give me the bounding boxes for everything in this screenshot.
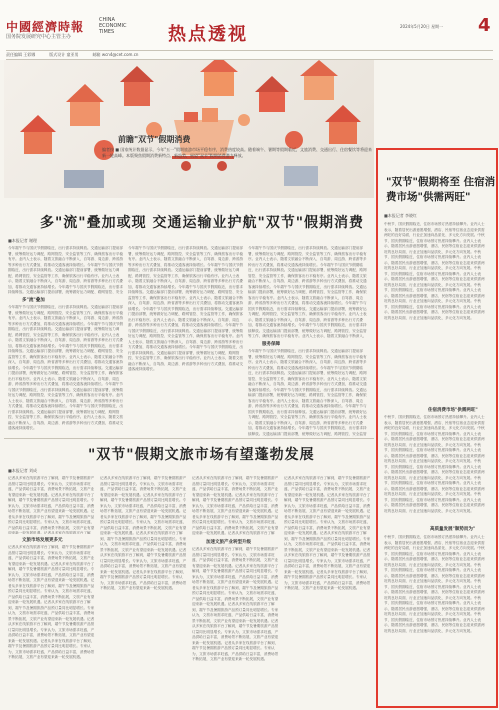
editor-info-bar xyxy=(6,50,493,60)
article1-headline: 多"流"叠加或现 交通运输业护航"双节"假期消费 xyxy=(40,215,365,231)
paper-name-logo: 中國經濟時報 xyxy=(6,20,85,34)
article3-body xyxy=(384,415,488,520)
article1-subhead: 多"流"叠加 xyxy=(22,298,45,303)
page-number: 4 xyxy=(478,15,491,36)
article3-headline: "双节"假期将至 住宿消费市场"供需两旺" xyxy=(386,176,496,203)
article1-col2 xyxy=(128,246,244,436)
article3-body xyxy=(384,535,488,700)
article2-headline: "双节"假期文旅市场有望蓬勃发展 xyxy=(88,447,315,463)
issue-date: 2024年5月20日 星期一 xyxy=(400,24,444,29)
article3-subhead: 高质量发展"顺势而为" xyxy=(430,527,476,532)
article1-col1 xyxy=(8,246,124,445)
editor-info: 责任编辑 王彩娜 xyxy=(6,52,36,57)
article1-text: 今年端午节与国庆节假期临近，出行需求持续释放。交通运输部门提前部署，统筹做好运力调配、路网管控、安全监管等工作，确保旅客出行平稳有序。业内人士表示，随着文旅融合不断深入，自驾游、周边游、跨省游等多种出行方式叠加，将推动交通客流持续增长。今年端午节与国庆节假期临近，出行需求持续释放。交通运输部门提前部署，统筹做好运力调配、路网管控、安全监管等工作，确保旅客出行平稳有序。业内人士表示，随着文旅融合不断深入，自驾游、周边游、跨省游等多种出行方式叠加，将推动交通客流持续增长。今年端午节与国庆节假期临近，出行需求持续释放。交通运输部门提前部署，统筹做好运力调配、路网管控、安全监管等工作，确保旅客出行平稳有序。业内人士表示，随着文旅融合不断深入，自驾游、周边游、跨省游等多种出行方式叠加，将推动交通客流持续增长。今年端午节与国庆节假期临近，出行需求持续释放。交通运输部门提前部署，统筹做好运力调配、路网管控、安全监管等工作，确保旅客出行平稳有序。业内人士表示，随着文旅融合不断深入，自驾游、周边游、跨省游等多种出行方式叠加，将推动交通客流持续增长。今年端午节与国庆节假期临近，出行需求持续释放。交通运输部门提前部署，统筹做好运力调配、路网管控、安全监管等工作，确保旅客出行平稳有序。业内人士表示，随着文旅融合不断深入， xyxy=(248,246,367,338)
article2-col3 xyxy=(192,476,280,697)
article1-text: 今年端午节与国庆节假期临近，出行需求持续释放。交通运输部门提前部署，统筹做好运力调配、路网管控、安全监管等工作，确保旅客出行平稳有序。业内人士表示，随着文旅融合不断深入，自驾游、周边游、跨省游等多种出行方式叠加，将推动交通客流持续增长。今年端午节与国庆节假期临近，出行需求持续释放。交通运输部门提前部署，统筹做好运力调配、路网管控、安全监管等工作，确保旅客出行平稳有序。业内人士表示，随着文旅融合不断深入，自驾游、周边游、跨省游等多种出行方式叠加，将推动交通客流持续增长。今年端午节与国庆节假期临近，出行需求持续释放。交通运输部门提前部署，统筹做好运力调配、路网管控、安全监管等工作，确保旅客出行平稳有序。业内人士表示，随着文旅融合不断深入，自驾游、周边游、跨省游等多种出行方式叠加，将推动交通客流持续增长。今年端午节与国庆节假期临近，出行需求持续释放。交通运输部门提前部署，统筹做好运力调配、路网管控、安全监管等工作，确保旅客出行平稳有序。业内人士表示，随着文旅融合不断深入，自驾游、周边游、跨省游等多种出行方式叠加，将推动交通客流持续增长。今年端午节与国庆节假期临近，出行需求持续释放。交通运输部门提前部署，统筹做好运力调配、路网管控、安全监管等工作，确保旅客出行平稳有序。业内人士表示，随着文旅融合不断深入，自驾游、周边游、跨省游等多种出行方式叠加，将推动交通客流持续增长。今年端午节与国庆节假期临近，出行需求持续释放。交通运输部门提前部署，统筹做好运力调配、路网管控、安全监管等工作，确保旅客出行平稳有序。业内人士表示，随着文旅融合不断深入，自驾游、周边游、跨省游等多种出行方式叠加，将推动交通客流持续增长。 xyxy=(8,305,123,430)
article2-text: 记者从多家在线旅游平台了解到，端午节及暑期旅游产品预订量同比明显增长。专家认为，文旅市场需求旺盛，产品供给日益丰富，消费场景不断拓展，文旅产业有望迎来新一轮发展机遇。记者从多家在线旅游平台了解到，端午节及暑期旅游产品预订量同比明显增长。专家认为，文旅市场需求旺盛，产品供给日益丰富，消费场景不断拓展，文旅产业有望迎来新一轮发展机遇。记者从多家在线旅游平台了解到，端午节及暑期旅游产品预订量同比明显增长。专家认为，文旅市场需求旺盛，产品供给日益丰富，消费场景不断拓展，文旅产业有望迎来新一轮发展机遇。记者从多家在线旅游平台了解到，端午节及暑期旅游产品预订量同比明显增长。专家认为，文旅市场需求旺盛，产品供给日益丰富，消费场景不断拓展，文旅产业有望迎来新一轮发展机遇。记者从多家在线旅游平台了解到，端午节及暑期旅游产品预订量同比明显增长。专家认为，文旅市场需求旺盛，产品供给日益丰富，消费场景不断拓展，文旅产业有望迎来新一轮发展机遇。记者从多家在线旅游平台了解到，端午节及暑期旅游产品预订量同比明显增长。专家认为，文旅市场需求旺盛，产品供给日益丰富，消费场景不断拓展，文旅产业有望迎来新一轮发展机遇。 xyxy=(284,476,371,590)
paper-name-english: CHINA ECONOMIC TIMES xyxy=(99,17,127,35)
article1-text: 今年端午节与国庆节假期临近，出行需求持续释放。交通运输部门提前部署，统筹做好运力调配、路网管控、安全监管等工作，确保旅客出行平稳有序。业内人士表示，随着文旅融合不断深入，自驾游、周边游、跨省游等多种出行方式叠加，将推动交通客流持续增长。今年端午节与国庆节假期临近，出行需求持续释放。交通运输部门提前部署，统筹做好运力调配、路网管控、安全监管等工作，确保旅客出行平稳有序。业内人士表示，随着文旅融合不断深入，自驾游、周边游、跨省游等多种出行方式叠加，将推动交通客流持续增长。今年端午节与国庆节假期临近，出行需求持续释放。交通运输部门提前部署，统筹做好运力调配、路网管控、安全监管等工作，确保旅客出行平稳有序。业内人士表示，随着文旅融合不断深入，自驾游、周边游、跨省游等多种出行方式叠加，将推动交通客流持续增长。今年端午节与国庆节假期临近，出行需求持续释放。交通运输部门提前部署，统筹做好运力调配、路网管控、安全监管等工作，确保旅客出行平稳有序。业内人士表示，随着文旅融合不断深入，自驾游、周边游、跨省游等多种出行方式叠加，将推动交通客流持续增长。今年端午节与国庆节假期临近，出行需求持续释放。交通运输部门提前部署，统筹做好运力调配、路网管控、安全监管 xyxy=(248,349,367,436)
article1-byline: ■本报记者 谢理 xyxy=(8,238,38,243)
article2-byline: ■本报记者 刘成 xyxy=(8,468,38,473)
article2-col2 xyxy=(100,476,188,696)
article2-col1 xyxy=(8,476,96,695)
city-shopping-illustration xyxy=(4,60,374,198)
article2-subhead: 加速文旅产业转型升级 xyxy=(206,540,251,545)
article2-text: 记者从多家在线旅游平台了解到，端午节及暑期旅游产品预订量同比明显增长。专家认为，文旅市场需求旺盛，产品供给日益丰富，消费场景不断拓展，文旅产业有望迎来新一轮发展机遇。记者从多家在线旅游平台了解到，端午节及暑期旅游产品预订量同比明显增长。专家认为，文旅市场需求旺盛，产品供给日益丰富，消费场景不断拓展，文旅产业有望迎来新一轮发展机遇。记者从多家在线旅游平台了解到，端午节及暑期旅游产品预订量同比明显增长。专家认为，文旅市场需求旺盛，产品供给日益丰富，消费场景不断拓展，文旅产业有望迎来新一轮发展机遇。记者从多家在线旅游平台了解到，端午节及暑期旅游产品预订量同比明显增长。专家认为，文旅市场需求旺盛，产品供给日益丰富，消费场景不断拓展，文旅产业有望迎来新一轮发展机遇。记者从多家在线旅游平台了解到，端午节及暑期旅游产品预订量同比明显增长。专家认为，文旅市场需求旺盛，产品供给日益丰富，消费场景不断拓展，文旅产业有望迎来新一轮发展机遇。记者从多家在线旅游平台了解到，端午节及暑期旅游产品预订量同比明显增长。专家认为，文旅市场需求旺盛，产品供给日益丰富，消费场景不断拓展，文旅产业有望迎来新一轮发展机遇。 xyxy=(100,476,187,590)
article1-col3 xyxy=(248,246,370,437)
article2-text: 记者从多家在线旅游平台了解到，端午节及暑期旅游产品预订量同比明显增长。专家认为，文旅市场需求旺盛，产品供给日益丰富，消费场景不断拓展，文旅产业有望迎来新一轮发展机遇。记者从多家在线旅游平台了解到，端午节及暑期旅游产品预订量同比明显增长。专家认为，文旅市场需求旺盛，产品供给日益丰富，消费场景不断拓展，文旅产业有望迎来新一轮发展机遇。记者从多家在线旅游平台了解到，端午节及暑期旅游产品预订量同比明显增长。专家认为，文旅市场需求旺盛，产品供给日益丰富，消费场景不断拓展，文旅产业有望迎来新一轮发展机遇。记者从多家在线旅游平台了解到，端午节及暑期旅游产品预订量同比明显增长。专家认为，文旅市场需求旺盛，产品供给日益丰富，消费场景不断拓展，文旅产业有望迎来新一轮发展机遇。记者从多家在线旅游平台了解到，端午节及暑期旅游产品预订量同比明显增长。专家认为，文旅市场需求旺盛，产品供给日益丰富，消费场景不断拓展，文旅产业有望迎来新一轮发展机遇。记者从多家在线旅游平台了解到，端午节及暑期旅游产品预订量同比明显增长。专家认为，文旅市场需求旺盛，产品供给日益丰富，消费场景不断拓展，文旅产业有望迎来新一轮发展机遇。 xyxy=(192,547,279,661)
email-info: 邮箱 wcn4@cet.com.cn xyxy=(92,52,139,57)
article1-text: 今年端午节与国庆节假期临近，出行需求持续释放。交通运输部门提前部署，统筹做好运力调配、路网管控、安全监管等工作，确保旅客出行平稳有序。业内人士表示，随着文旅融合不断深入，自驾游、周边游、跨省游等多种出行方式叠加，将推动交通客流持续增长。今年端午节与国庆节假期临近，出行需求持续释放。交通运输部门提前部署，统筹做好运力调配、路网管控、安全监管等工作，确保旅客出行平稳有序。业内人士表示，随着文旅融合不断深入，自驾游、周边游、跨省游等多种出行方式叠加，将推动交通客流持续增长。今年端午节与国庆节假期临近，出行需求持续释放。交通运输部门提前部署，统筹做好运力调配、路网管控、安全监管等工作，确保旅客出行平稳有序。业内人士表示，随着文旅融合不断深入，自驾游、周边游、跨省游等多种出行方式叠加，将推动交通客流持续增长。今年端午节与国庆节假期临近，出行需求持续释放。交通运输部门提前部署，统筹做好运力调配、路网管控、安全监管等工作，确保旅客出行平稳有序。业内人士表示，随着文旅融合不断深入，自驾游、周边游、跨省游等多种出行方式叠加，将推动交通客流持续增长。今年端午节与国庆节假期临近，出行需求持续释放。交通运输部门提前部署，统筹做好运力调配、路网管控、安全监管等工作，确保旅客出行平稳有序。业内人士表示，随着文旅融合不断深入，自驾游、周边游、跨省游等多种出行方式叠加，将推动交通客流持续增长。今年端午节与国庆节假期临近，出行需求持续释放。交通运输部门提前部署，统筹做好运力调配、路网管控、安全监管等工作，确保旅客出行平稳有序。业内人士表示，随着文旅融合不断深入，自驾游、周边游、跨省游等多种出行方式叠加，将推动交通客流持续增长。 xyxy=(128,246,243,371)
article2-text: 记者从多家在线旅游平台了解到，端午节及暑期旅游产品预订量同比明显增长。专家认为，文旅市场需求旺盛，产品供给日益丰富，消费场景不断拓展，文旅产业有望迎来新一轮发展机遇。记者从多家在线旅游平台了解到，端午节及暑期旅游产品预订量同比明显增长。专家认为，文旅市场需求旺盛，产品供给日益丰富，消费场景不断拓展，文旅产业有望迎来新一轮发展机遇。记者从多家在线旅游平台了解到，端午节及暑期旅游产品预订量同比明显增长。专家认为，文旅市场需求旺盛，产品供给日益丰富，消费场景不断拓展，文旅产业有望迎来新一轮发展机遇。记者从多家在线旅游平台了解 xyxy=(8,476,95,534)
article1-text: 今年端午节与国庆节假期临近，出行需求持续释放。交通运输部门提前部署，统筹做好运力调配、路网管控、安全监管等工作，确保旅客出行平稳有序。业内人士表示，随着文旅融合不断深入，自驾游、周边游、跨省游等多种出行方式叠加，将推动交通客流持续增长。今年端午节与国庆节假期临近，出行需求持续释放。交通运输部门提前部署，统筹做好运力调配、路网管控、安全监管等工作，确保旅客出行平稳有序。业内人士表示，随着文旅融合不断深入，自驾游、周边游、跨省游等多种出行方式叠加，将推动交通客流持续增长。今年端午节与国庆节假期临近，出行需求持续释放。交通运输部门提前部署，统筹做好运力调配、路网管控、安全 xyxy=(8,246,123,294)
article2-text: 记者从多家在线旅游平台了解到，端午节及暑期旅游产品预订量同比明显增长。专家认为，文旅市场需求旺盛，产品供给日益丰富，消费场景不断拓展，文旅产业有望迎来新一轮发展机遇。记者从多家在线旅游平台了解到，端午节及暑期旅游产品预订量同比明显增长。专家认为，文旅市场需求旺盛，产品供给日益丰富，消费场景不断拓展，文旅产业有望迎来新一轮发展机遇。记者从多家在线旅游平台了解到，端午节及暑期旅游产品预订量同比明显增长。专家认为，文旅市场需求旺盛，产品供给日益丰富，消费场景不断拓展，文旅产业有望迎来新一轮发展机遇。记者从多家在线旅游平台了解 xyxy=(192,476,279,535)
article3-byline: ■本报记者 李晓红 xyxy=(384,213,418,218)
article3-text: 中秋节、国庆假期临近，住宿市场预订热度持续攀升。业内人士表示，随着居民出游意愿增强，酒店、民宿等住宿业态迎来供需两旺的良好局面，行业正加速向品质化、多元化方向发展。中秋节、国庆假期临近，住宿市场预订热度持续攀升。业内人士表示，随着居民出游意愿增强，酒店、民宿等住宿业态迎来供需两旺的良好局面，行业正加速向品质化、多元化方向发展。中秋节、国庆假期临近，住宿市场预订热度持续攀升。业内人士表示，随着居民出游意愿增强，酒店、民宿等住宿业态迎来供需两旺的良好局面，行业正加速向品质化、多元化方向发展。中秋节、国庆假期临近，住宿市场预订热度持续攀升。业内人士表示，随着居民出游意愿增强，酒店、民宿等住宿业态迎来供需两旺的良好局面，行业正加速向品质化、多元化方向发展。中秋节、国庆假期临近，住宿市场预订热度持续攀升。业内人士表示，随着居民出游意愿增强，酒店、民宿等住宿业态迎来供需两旺的良好局面，行业正加速向品质化、多元化方向发展。中秋节、国庆假期临近，住宿市场预订热度持续攀升。业内人士表示，随着居民出游意愿增强，酒店、民宿等住宿业态迎来供需两旺的良好局面，行业正加速向品质化、多元化方向发展。 xyxy=(384,415,485,513)
article2-col4 xyxy=(284,476,372,696)
article2-text: 记者从多家在线旅游平台了解到，端午节及暑期旅游产品预订量同比明显增长。专家认为，文旅市场需求旺盛，产品供给日益丰富，消费场景不断拓展，文旅产业有望迎来新一轮发展机遇。记者从多家在线旅游平台了解到，端午节及暑期旅游产品预订量同比明显增长。专家认为，文旅市场需求旺盛，产品供给日益丰富，消费场景不断拓展，文旅产业有望迎来新一轮发展机遇。记者从多家在线旅游平台了解到，端午节及暑期旅游产品预订量同比明显增长。专家认为，文旅市场需求旺盛，产品供给日益丰富，消费场景不断拓展，文旅产业有望迎来新一轮发展机遇。记者从多家在线旅游平台了解到，端午节及暑期旅游产品预订量同比明显增长。专家认为，文旅市场需求旺盛，产品供给日益丰富，消费场景不断拓展，文旅产业有望迎来新一轮发展机遇。记者从多家在线旅游平台了解到，端午节及暑期旅游产品预订量同比明显增长。专家认为，文旅市场需求旺盛，产品供给日益丰富，消费场景不断拓展，文旅产业有望迎来新一轮发展机遇。记者从多家在线旅游平台了解到，端午节及暑期旅游产品预订量同比明显增长。专家认为，文旅市场需求旺盛，产品供给日益丰富，消费场景不断拓展，文旅产业有望迎来新一轮发展机遇。 xyxy=(8,545,95,659)
article3-text: 中秋节、国庆假期临近，住宿市场预订热度持续攀升。业内人士表示，随着居民出游意愿增强，酒店、民宿等住宿业态迎来供需两旺的良好局面，行业正加速向品质化、多元化方向发展。中秋节、国庆假期临近，住宿市场预订热度持续攀升。业内人士表示，随着居民出游意愿增强，酒店、民宿等住宿业态迎来供需两旺的良好局面，行业正加速向品质化、多元化方向发展。中秋节、国庆假期临近，住宿市场预订热度持续攀升。业内人士表示，随着居民出游意愿增强，酒店、民宿等住宿业态迎来供需两旺的良好局面，行业正加速向品质化、多元化方向发展。中秋节、国庆假期临近，住宿市场预订热度持续攀升。业内人士表示，随着居民出游意愿增强，酒店、民宿等住宿业态迎来供需两旺的良好局面，行业正加速向品质化、多元化方向发展。中秋节、国庆假期临近，住宿市场预订热度持续攀升。业内人士表示，随着居民出游意愿增强，酒店、民宿等住宿业态迎来供需两旺的良好局面，行业正加速向品质化、多元化方向发展。中秋节、国庆假期临近，住宿市场预订热度持续攀升。业内人士表示，随着居民出游意愿增强，酒店、民宿等住宿业态迎来供需两旺的良好局面，行业正加速向品质化、多元化方向发展。 xyxy=(384,222,485,320)
editor-note: 编者按 ■ 国家统计数据显示，今年"五一"假期旅游市场平稳有序，消费热度较高。随着端午、暑期等假期临近，文旅消费、交通出行、住宿餐饮等将迎来新一轮高峰。本版聚焦假期消费新特点、新趋势，展望"双节"假期消费潜力释放。 xyxy=(102,147,372,158)
banner-title: 前瞻"双节"假期消费 xyxy=(118,135,191,144)
article3-subhead: 住宿消费市场"供需两旺" xyxy=(428,408,478,413)
article3-text: 中秋节、国庆假期临近，住宿市场预订热度持续攀升。业内人士表示，随着居民出游意愿增强，酒店、民宿等住宿业态迎来供需两旺的良好局面，行业正加速向品质化、多元化方向发展。中秋节、国庆假期临近，住宿市场预订热度持续攀升。业内人士表示，随着居民出游意愿增强，酒店、民宿等住宿业态迎来供需两旺的良好局面，行业正加速向品质化、多元化方向发展。中秋节、国庆假期临近，住宿市场预订热度持续攀升。业内人士表示，随着居民出游意愿增强，酒店、民宿等住宿业态迎来供需两旺的良好局面，行业正加速向品质化、多元化方向发展。中秋节、国庆假期临近，住宿市场预订热度持续攀升。业内人士表示，随着居民出游意愿增强，酒店、民宿等住宿业态迎来供需两旺的良好局面，行业正加速向品质化、多元化方向发展。中秋节、国庆假期临近，住宿市场预订热度持续攀升。业内人士表示，随着居民出游意愿增强，酒店、民宿等住宿业态迎来供需两旺的良好局面，行业正加速向品质化、多元化方向发展。中秋节、国庆假期临近，住宿市场预订热度持续攀升。业内人士表示，随着居民出游意愿增强，酒店、民宿等住宿业态迎来供需两旺的良好局面，行业正加速向品质化、多元化方向发展。 xyxy=(384,535,485,633)
section-title: 热点透视 xyxy=(168,24,248,45)
article1-subhead: 服务保障 xyxy=(262,342,280,347)
divider xyxy=(4,438,374,439)
article2-subhead: 文旅市场发展更多元 xyxy=(22,538,63,543)
designer-info: 版式设计 童亚男 xyxy=(49,52,79,57)
banner-illustration xyxy=(4,60,374,198)
article3-body xyxy=(384,222,488,402)
paper-subtitle: 国务院发展研究中心主管主办 xyxy=(6,34,72,40)
